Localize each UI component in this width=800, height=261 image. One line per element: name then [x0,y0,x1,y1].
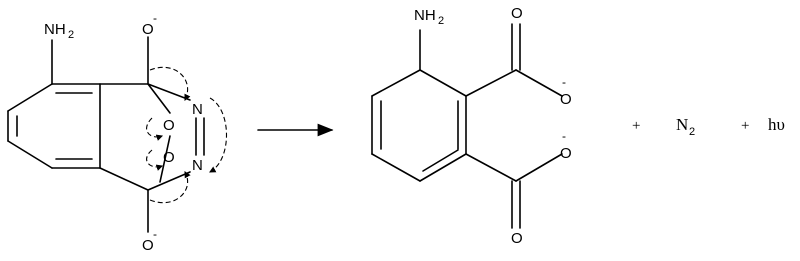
nitrogen-molecule: N [676,115,689,134]
reactant-amine-n: NH [44,21,66,38]
light-emission: hυ [768,115,785,134]
reactant-amine-subscript: 2 [68,29,75,41]
product-amine-subscript: 2 [438,15,445,27]
reactant-oxyanion-bottom-charge: - [153,227,157,241]
product-bottom-anion-o: O [560,145,572,162]
product-amine-n: NH [414,7,436,24]
reactant-oxyanion-top-charge: - [153,11,157,25]
reactant-oxyanion-top: O [142,21,154,38]
plus-sign-1: + [632,118,641,134]
product-top-carbonyl-o: O [511,5,523,22]
product-bottom-carbonyl-o: O [511,230,523,247]
plus-sign-2: + [741,118,750,134]
product-molecule [372,5,572,247]
product-benzene-ring [372,70,466,181]
azo-n1: N [192,101,203,118]
peroxide-o2: O [163,149,175,166]
nitrogen-subscript: 2 [689,126,696,138]
peroxide-o1: O [163,117,175,134]
azo-n2: N [192,157,203,174]
product-top-charge: - [562,75,566,89]
byproducts [632,115,785,138]
reactant-benzene-ring [8,84,100,168]
product-top-anion-o: O [560,91,572,108]
reactant-oxyanion-bottom: O [142,237,154,254]
product-bottom-charge: - [562,129,566,143]
reactant-molecule [8,11,227,254]
